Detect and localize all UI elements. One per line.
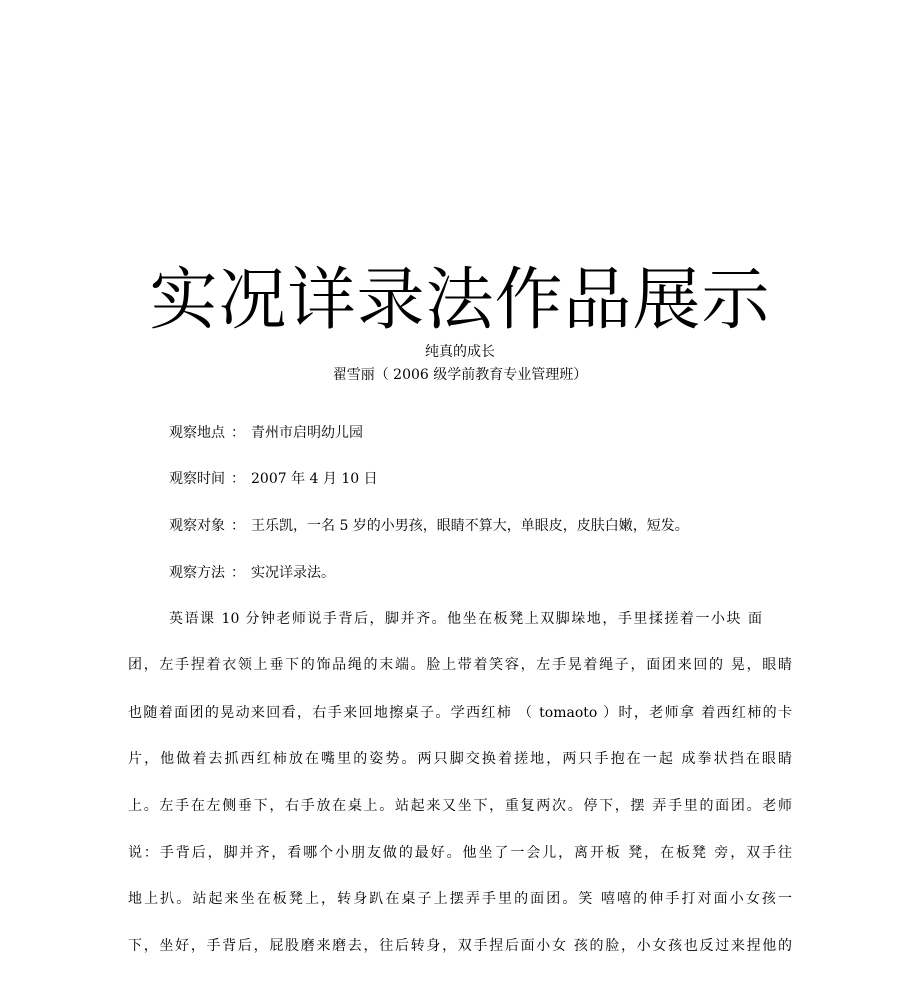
body-line: 说：手背后，脚并齐，看哪个小朋友做的最好。他坐了一会儿，离开板 凳，在板凳 旁，双手往 xyxy=(128,845,792,861)
body-line: 片，他做着去抓西红柿放在嘴里的姿势。两只脚交换着搓地，两只手抱在一起 成拳状挡在眼睛 xyxy=(128,751,792,767)
field-separator: ： xyxy=(231,518,245,534)
field-label: 观察方法 xyxy=(169,565,225,581)
field-value: 王乐凯，一名 5 岁的小男孩，眼睛不算大，单眼皮，皮肤白嫩，短发。 xyxy=(251,518,689,534)
body-line: 也随着面团的晃动来回看，右手来回地擦桌子。学西红柿 （ tomaoto ）时，老师拿 着西红柿的卡 xyxy=(128,705,792,721)
body-line: 团，左手捏着衣领上垂下的饰品绳的末端。脸上带着笑容，左手晃着绳子，面团来回的 晃，眼睛 xyxy=(128,657,792,673)
field-value: 2007 年 4 月 10 日 xyxy=(251,471,378,487)
field-label: 观察对象 xyxy=(169,518,225,534)
body-line: 上。左手在左侧垂下，右手放在桌上。站起来又坐下，重复两次。停下，摆 弄手里的面团。老师 xyxy=(128,798,792,814)
field-observation-method xyxy=(169,563,335,583)
field-label: 观察地点 xyxy=(169,425,225,441)
body-line: 地上扒。站起来坐在板凳上，转身趴在桌子上摆弄手里的面团。笑 嘻嘻的伸手打对面小女孩一 xyxy=(128,891,792,907)
field-label: 观察时间 xyxy=(169,471,225,487)
body-line: 英语课 10 分钟老师说手背后，脚并齐。他坐在板凳上双脚垛地，手里揉搓着一小块 面 xyxy=(169,611,762,627)
field-observation-location xyxy=(169,423,363,443)
document-title: 实况详录法作品展示 xyxy=(149,261,771,340)
field-separator: ： xyxy=(231,565,245,581)
author-line: 翟雪丽（ 2006 级学前教育专业管理班） xyxy=(332,367,588,383)
field-value: 青州市启明幼儿园 xyxy=(251,425,363,441)
field-observation-subject xyxy=(169,516,689,536)
field-separator: ： xyxy=(231,471,245,487)
field-separator: ： xyxy=(231,425,245,441)
field-value: 实况详录法。 xyxy=(251,565,335,581)
body-line: 下，坐好，手背后，屁股磨来磨去，往后转身，双手捏后面小女 孩的脸，小女孩也反过来捏他的 xyxy=(128,938,792,954)
document-subtitle: 纯真的成长 xyxy=(425,344,495,360)
field-observation-time xyxy=(169,469,378,489)
